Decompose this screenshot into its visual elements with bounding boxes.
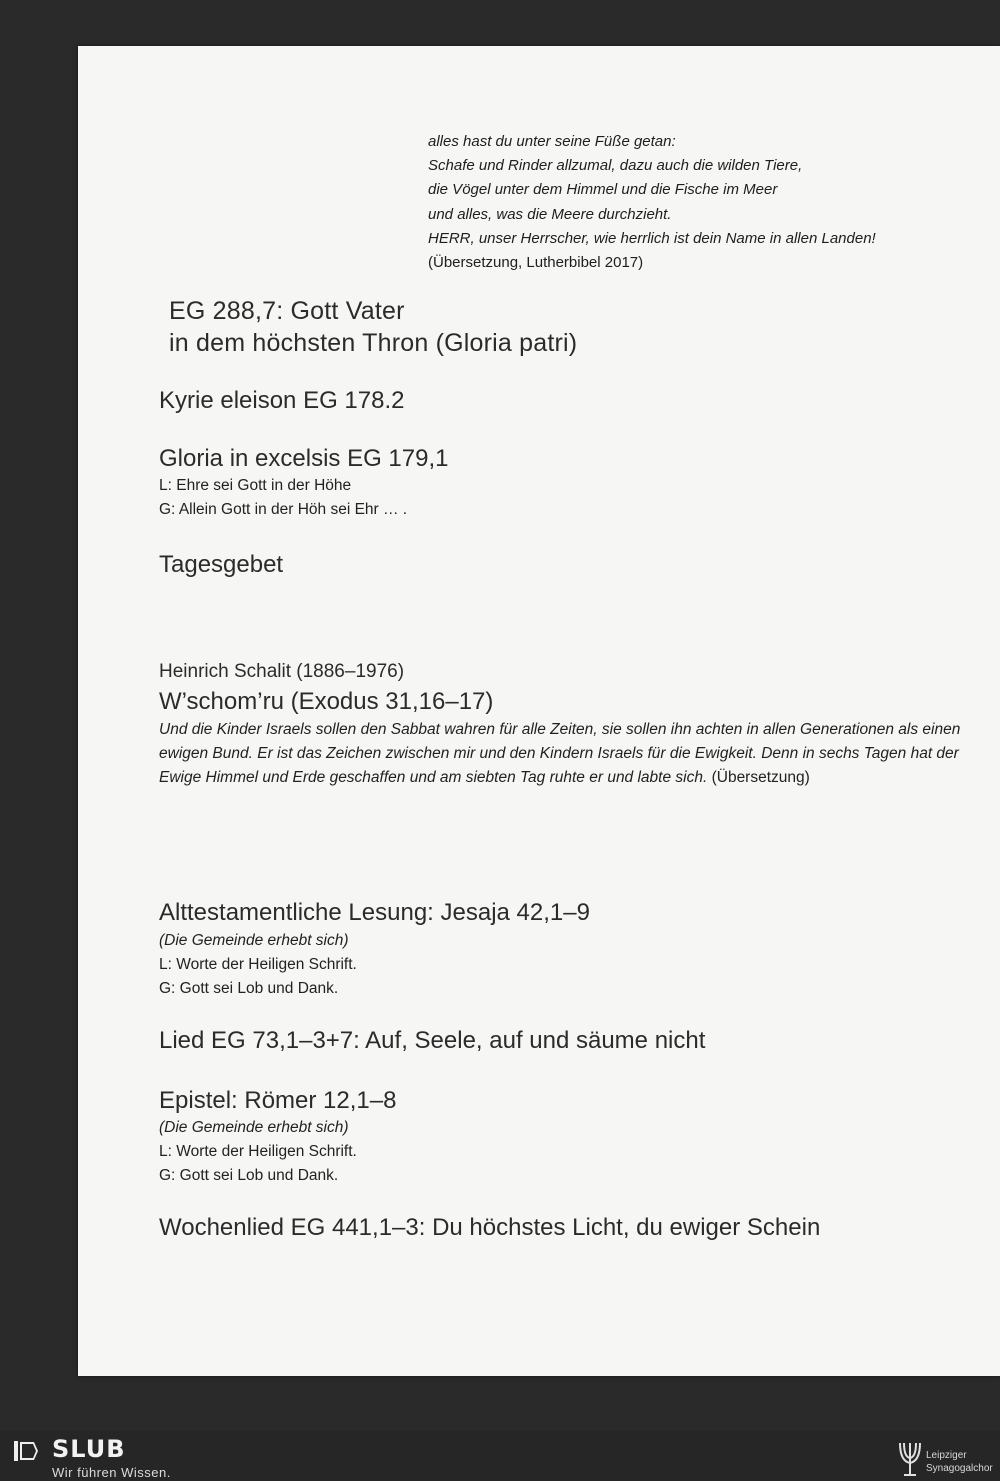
epistle-heading: Epistel: Römer 12,1–8 — [159, 1087, 397, 1114]
wschomru-note: (Übersetzung) — [707, 769, 810, 786]
psalm-line: Schafe und Rinder allzumal, dazu auch die wilden Tiere, — [428, 157, 803, 175]
footer-bar — [0, 1431, 1000, 1481]
epistle-congregation-line: G: Gott sei Lob und Dank. — [159, 1167, 339, 1184]
gloria-patri-heading-line2: in dem höchsten Thron (Gloria patri) — [169, 329, 578, 357]
ot-reading-heading: Alttestamentliche Lesung: Jesaja 42,1–9 — [159, 899, 590, 926]
slub-tagline: Wir führen Wissen. — [52, 1465, 171, 1480]
psalm-line: die Vögel unter dem Himmel und die Fische im Meer — [428, 181, 778, 199]
epistle-liturgist-line: L: Worte der Heiligen Schrift. — [159, 1143, 357, 1160]
composer-credit: Heinrich Schalit (1886–1976) — [159, 661, 405, 682]
psalm-line: und alles, was die Meere durchzieht. — [428, 205, 672, 223]
gloria-congregation-line: G: Allein Gott in der Höh sei Ehr … . — [159, 501, 408, 518]
gloria-patri-heading-line1: EG 288,7: Gott Vater — [169, 297, 405, 325]
weekly-hymn-heading: Wochenlied EG 441,1–3: Du höchstes Licht, du ewiger Schein — [159, 1214, 821, 1241]
wschomru-translation — [159, 718, 974, 790]
choir-name-line2: Synagogalchor — [926, 1463, 993, 1474]
wschomru-text: Und die Kinder Israels sollen den Sabbat wahren für alle Zeiten, sie sollen ihn achten in allen Generationen als einen ewigen Bund. Er ist das Zeichen zwischen mir und den Kindern Israels für die Ewigkeit. Denn in sechs Tagen hat der Ewige Himmel und Erde geschaffen und am siebten Tag ruhte er und labte sich. — [159, 721, 961, 786]
kyrie-heading: Kyrie eleison EG 178.2 — [159, 387, 405, 414]
epistle-rubric: (Die Gemeinde erhebt sich) — [159, 1119, 349, 1136]
psalm-source: (Übersetzung, Lutherbibel 2017) — [428, 254, 644, 272]
psalm-line: alles hast du unter seine Füße getan: — [428, 133, 676, 150]
choir-logo-text — [926, 1449, 993, 1475]
hymn-heading: Lied EG 73,1–3+7: Auf, Seele, auf und säume nicht — [159, 1027, 706, 1054]
menorah-icon — [896, 1433, 924, 1479]
psalm-excerpt — [428, 130, 876, 275]
ot-reading-congregation-line: G: Gott sei Lob und Dank. — [159, 980, 339, 997]
wschomru-heading: W’schom’ru (Exodus 31,16–17) — [159, 688, 494, 715]
psalm-line: HERR, unser Herrscher, wie herrlich ist dein Name in allen Landen! — [428, 229, 876, 247]
gloria-heading: Gloria in excelsis EG 179,1 — [159, 445, 449, 472]
slub-logo-text: SLUB — [52, 1435, 126, 1463]
gloria-liturgist-line: L: Ehre sei Gott in der Höhe — [159, 477, 352, 494]
ot-reading-rubric: (Die Gemeinde erhebt sich) — [159, 932, 349, 949]
book-icon — [12, 1439, 40, 1463]
choir-name-line1: Leipziger — [926, 1450, 967, 1461]
ot-reading-liturgist-line: L: Worte der Heiligen Schrift. — [159, 956, 357, 973]
tagesgebet-heading: Tagesgebet — [159, 551, 284, 578]
